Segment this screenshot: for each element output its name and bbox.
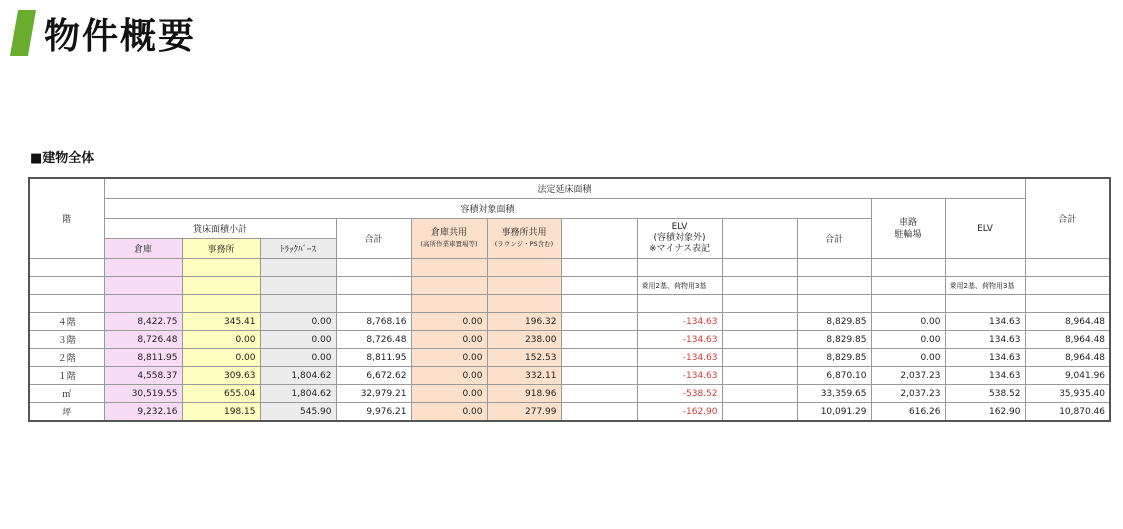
cell-elv: -134.63	[637, 313, 722, 331]
cell-elv: -134.63	[637, 367, 722, 385]
cell-elv: -134.63	[637, 349, 722, 367]
cell-wh-shared: 0.00	[411, 331, 487, 349]
floor-header: 階	[29, 178, 104, 259]
cell-total: 35,935.40	[1025, 385, 1110, 403]
blank-row	[29, 295, 1110, 313]
cell-elv2: 134.63	[945, 349, 1025, 367]
cell-warehouse: 8,811.95	[104, 349, 182, 367]
cell-total2: 33,359.65	[797, 385, 871, 403]
warehouse-shared-label: 倉庫共用	[430, 227, 467, 238]
grand-total-header: 合計	[1025, 178, 1110, 259]
cell-subtotal: 32,979.21	[336, 385, 411, 403]
cell-subtotal: 6,672.62	[336, 367, 411, 385]
cell-total2: 6,870.10	[797, 367, 871, 385]
cell-office: 0.00	[182, 331, 260, 349]
cell-label: ３階	[29, 331, 104, 349]
cell-total: 10,870.46	[1025, 403, 1110, 422]
elv-header	[637, 219, 722, 259]
office-shared-label: 事務所共用	[501, 227, 547, 238]
cell-warehouse: 9,232.16	[104, 403, 182, 422]
header-row-1	[29, 178, 1110, 199]
table-row	[29, 349, 1110, 367]
cell-wh-shared: 0.00	[411, 403, 487, 422]
warehouse-shared-header	[411, 219, 487, 259]
cell-total2: 8,829.85	[797, 331, 871, 349]
office-shared-header	[487, 219, 561, 259]
page-title: 物件概要	[44, 15, 197, 57]
table-row	[29, 331, 1110, 349]
blank-header	[561, 219, 637, 259]
cell-blank	[561, 313, 637, 331]
section-heading: ■建物全体	[30, 151, 95, 166]
cell-blank	[561, 403, 637, 422]
cell-office: 655.04	[182, 385, 260, 403]
office-header: 事務所	[182, 239, 260, 259]
cell-truck: 0.00	[260, 331, 336, 349]
cell-of-shared: 238.00	[487, 331, 561, 349]
cell-parking: 2,037.23	[871, 367, 945, 385]
cell-wh-shared: 0.00	[411, 385, 487, 403]
cell-wh-shared: 0.00	[411, 349, 487, 367]
cell-blank	[561, 367, 637, 385]
cell-blank	[722, 349, 797, 367]
cell-truck: 1,804.62	[260, 367, 336, 385]
header-row-2	[29, 199, 1110, 219]
table-row	[29, 385, 1110, 403]
cell-elv: -162.90	[637, 403, 722, 422]
table-row	[29, 403, 1110, 422]
truck-berth-header: ﾄﾗｯｸﾊﾞｰｽ	[260, 239, 336, 259]
cell-blank	[722, 313, 797, 331]
cell-elv: -134.63	[637, 331, 722, 349]
blank-header-2	[722, 219, 797, 259]
cell-subtotal: 8,811.95	[336, 349, 411, 367]
cell-of-shared: 277.99	[487, 403, 561, 422]
cell-blank	[561, 331, 637, 349]
cell-wh-shared: 0.00	[411, 313, 487, 331]
cell-subtotal: 9,976.21	[336, 403, 411, 422]
cell-parking: 0.00	[871, 331, 945, 349]
cell-label: １階	[29, 367, 104, 385]
cell-total: 8,964.48	[1025, 313, 1110, 331]
cell-blank	[561, 385, 637, 403]
cell-warehouse: 8,422.75	[104, 313, 182, 331]
cell-office: 198.15	[182, 403, 260, 422]
cell-subtotal: 8,768.16	[336, 313, 411, 331]
parking-header: 車路 駐輪場	[871, 199, 945, 259]
blank-row	[29, 259, 1110, 277]
cell-total2: 8,829.85	[797, 313, 871, 331]
elv-header-line3: ※マイナス表記	[648, 244, 710, 254]
subtotal-header: 合計	[336, 219, 411, 259]
cell-of-shared: 918.96	[487, 385, 561, 403]
cell-office: 345.41	[182, 313, 260, 331]
cell-blank	[722, 385, 797, 403]
cell-elv2: 538.52	[945, 385, 1025, 403]
cell-elv: -538.52	[637, 385, 722, 403]
table-row	[29, 367, 1110, 385]
cell-truck: 0.00	[260, 349, 336, 367]
cell-blank	[722, 403, 797, 422]
cell-of-shared: 196.32	[487, 313, 561, 331]
leasable-subtotal-header: 貸床面積小計	[104, 219, 336, 239]
cell-total2: 10,091.29	[797, 403, 871, 422]
legal-area-header: 法定延床面積	[104, 178, 1025, 199]
elv-header-line1: ELV	[671, 222, 688, 232]
note-row	[29, 277, 1110, 295]
cell-total: 9,041.96	[1025, 367, 1110, 385]
title-area	[14, 8, 196, 58]
cell-office: 0.00	[182, 349, 260, 367]
cell-warehouse: 30,519.55	[104, 385, 182, 403]
cell-elv2: 134.63	[945, 367, 1025, 385]
cell-label: 坪	[29, 403, 104, 422]
cell-elv2: 134.63	[945, 313, 1025, 331]
warehouse-header: 倉庫	[104, 239, 182, 259]
volume-area-header: 容積対象面積	[104, 199, 871, 219]
cell-total: 8,964.48	[1025, 331, 1110, 349]
cell-of-shared: 332.11	[487, 367, 561, 385]
volume-total-header: 合計	[797, 219, 871, 259]
cell-label: ㎡	[29, 385, 104, 403]
data-rows	[29, 313, 1110, 422]
elv-note: 乗用2基、荷物用3基	[637, 277, 722, 295]
cell-of-shared: 152.53	[487, 349, 561, 367]
cell-blank	[722, 367, 797, 385]
cell-wh-shared: 0.00	[411, 367, 487, 385]
cell-truck: 0.00	[260, 313, 336, 331]
cell-total: 8,964.48	[1025, 349, 1110, 367]
cell-total2: 8,829.85	[797, 349, 871, 367]
floor-area-table	[28, 177, 1111, 422]
warehouse-shared-sub: (高所作業車置場等)	[420, 239, 478, 248]
elv-header-line2: (容積対象外)	[653, 233, 706, 243]
cell-blank	[722, 331, 797, 349]
cell-parking: 616.26	[871, 403, 945, 422]
cell-office: 309.63	[182, 367, 260, 385]
office-shared-sub: (ラウンジ・PS含む)	[494, 239, 554, 248]
cell-elv2: 134.63	[945, 331, 1025, 349]
cell-warehouse: 8,726.48	[104, 331, 182, 349]
cell-parking: 0.00	[871, 313, 945, 331]
table-row	[29, 313, 1110, 331]
cell-warehouse: 4,558.37	[104, 367, 182, 385]
cell-blank	[561, 349, 637, 367]
elv2-header: ELV	[945, 199, 1025, 259]
cell-label: ４階	[29, 313, 104, 331]
cell-elv2: 162.90	[945, 403, 1025, 422]
cell-subtotal: 8,726.48	[336, 331, 411, 349]
title-accent-bar	[10, 10, 36, 56]
cell-parking: 2,037.23	[871, 385, 945, 403]
cell-truck: 1,804.62	[260, 385, 336, 403]
cell-label: ２階	[29, 349, 104, 367]
cell-parking: 0.00	[871, 349, 945, 367]
cell-truck: 545.90	[260, 403, 336, 422]
elv2-note: 乗用2基、荷物用3基	[945, 277, 1025, 295]
